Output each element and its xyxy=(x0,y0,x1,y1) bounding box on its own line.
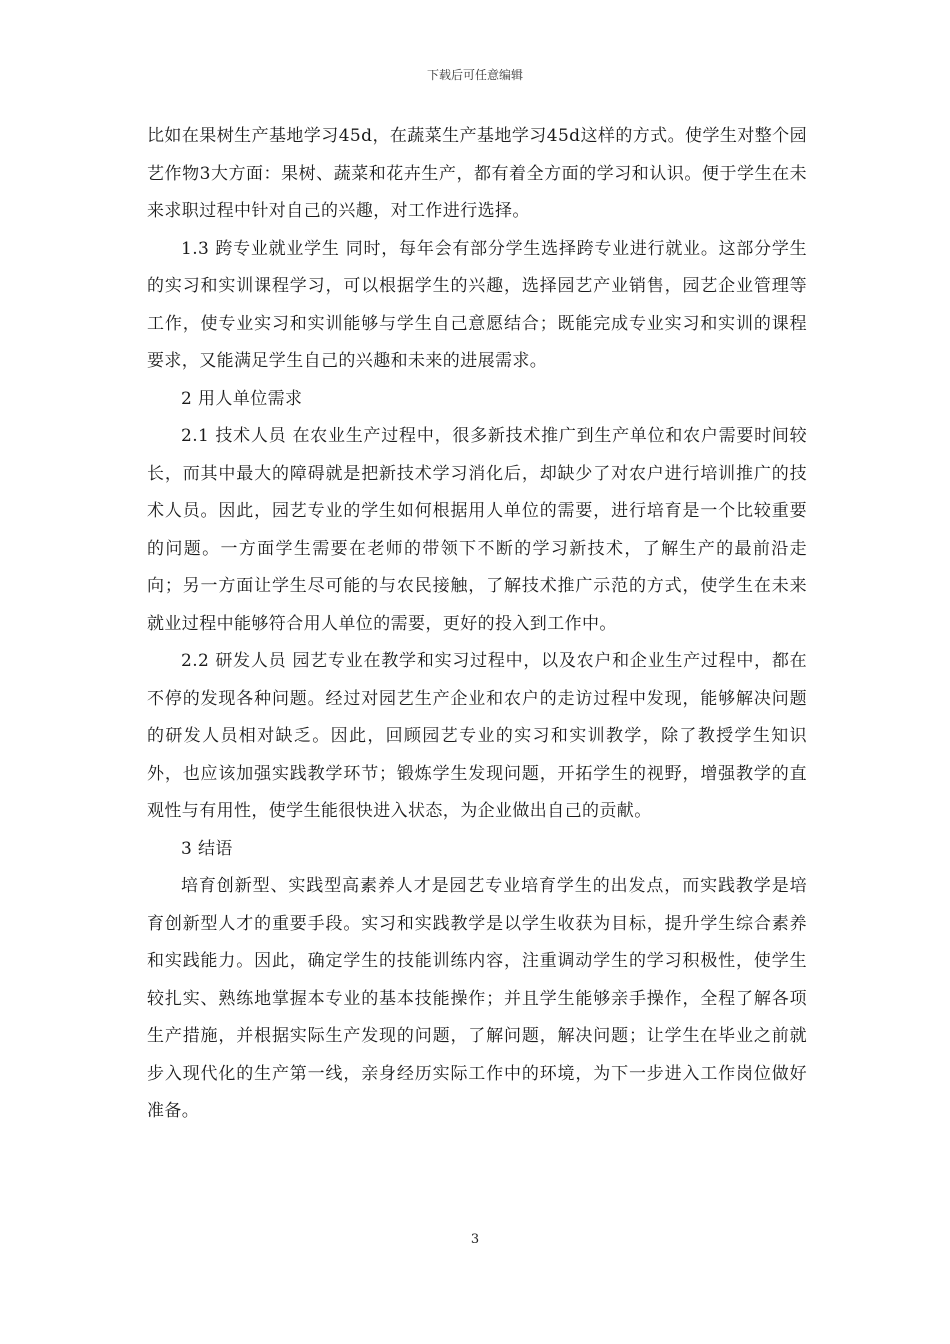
paragraph-technical-staff: 2.1 技术人员 在农业生产过程中，很多新技术推广到生产单位和农户需要时间较长，而其中最大的障碍就是把新技术学习消化后，却缺少了对农户进行培训推广的技术人员。因此，园艺专业的学生如何根据用人单位的需要，进行培育是一个比较重要的问题。一方面学生需要在老师的带领下不断的学习新技术，了解生产的最前沿走向；另一方面让学生尽可能的与农民接触，了解技术推广示范的方式，使学生在未来就业过程中能够符合用人单位的需要，更好的投入到工作中。 xyxy=(147,426,807,634)
paragraph-cross-major-students: 1.3 跨专业就业学生 同时，每年会有部分学生选择跨专业进行就业。这部分学生的实习和实训课程学习，可以根据学生的兴趣，选择园艺产业销售，园艺企业管理等工作，使专业实习和实训能够与学生自己意愿结合；既能完成专业实习和实训的课程要求，又能满足学生自己的兴趣和未来的进展需求。 xyxy=(147,238,807,371)
paragraph-rd-staff: 2.2 研发人员 园艺专业在教学和实习过程中，以及农户和企业生产过程中，都在不停的发现各种问题。经过对园艺生产企业和农户的走访过程中发现，能够解决问题的研发人员相对缺乏。因此，回顾园艺专业的实习和实训教学，除了教授学生知识外，也应该加强实践教学环节；锻炼学生发现问题，开拓学生的视野，增强教学的直观性与有用性，使学生能很快进入状态，为企业做出自己的贡献。 xyxy=(147,651,807,821)
page-number: 3 xyxy=(470,1232,480,1247)
paragraph-conclusion: 培育创新型、实践型高素养人才是园艺专业培育学生的出发点，而实践教学是培育创新型人才的重要手段。实习和实践教学是以学生收获为目标，提升学生综合素养和实践能力。因此，确定学生的技能训练内容，注重调动学生的学习积极性，使学生较扎实、熟练地掌握本专业的基本技能操作；并且学生能够亲手操作，全程了解各项生产措施，并根据实际生产发现的问题，了解问题，解决问题；让学生在毕业之前就步入现代化的生产第一线，亲身经历实际工作中的环境，为下一步进入工作岗位做好准备。 xyxy=(147,876,807,1121)
section-heading-conclusion: 3 结语 xyxy=(181,838,233,859)
paragraph-continuation: 比如在果树生产基地学习45d，在蔬菜生产基地学习45d这样的方式。使学生对整个园艺作物3大方面：果树、蔬菜和花卉生产，都有着全方面的学习和认识。便于学生在未来求职过程中针对自己的兴趣，对工作进行选择。 xyxy=(147,126,807,221)
document-body xyxy=(147,118,807,1131)
page-header: 下载后可任意编辑 xyxy=(426,68,523,82)
section-heading-employer-demand: 2 用人单位需求 xyxy=(181,388,303,409)
